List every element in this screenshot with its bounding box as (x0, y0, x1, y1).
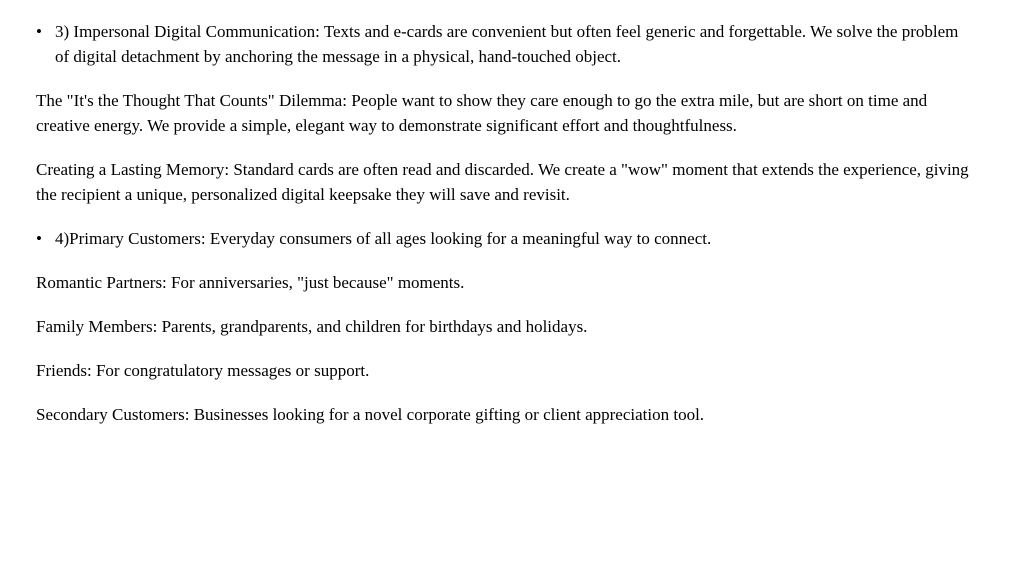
paragraph-thought-that-counts: The "It's the Thought That Counts" Dilemma: People want to show they care enough to go the extra mile, but are short on time and creative energy. We provide a simple, elegant way to demonstrate significant effort and thoughtfulness. (36, 91, 928, 135)
paragraph-romantic-partners: Romantic Partners: For anniversaries, "just because" moments. (36, 273, 465, 292)
paragraph-family-members: Family Members: Parents, grandparents, and children for birthdays and holidays. (36, 317, 588, 336)
paragraph-secondary-customers: Secondary Customers: Businesses looking for a novel corporate gifting or client appreciation tool. (36, 405, 705, 424)
paragraph-friends: Friends: For congratulatory messages or support. (36, 361, 370, 380)
bullet-paragraph-impersonal-communication (36, 19, 976, 69)
paragraph-lasting-memory: Creating a Lasting Memory: Standard cards are often read and discarded. We create a "wow" moment that extends the experience, giving the recipient a unique, personalized digital keepsake they will save and revisit. (36, 160, 969, 204)
bullet-icon: • (36, 229, 42, 248)
bullet-paragraph-primary-customers (36, 226, 976, 251)
paragraph-text: 4)Primary Customers: Everyday consumers of all ages looking for a meaningful way to connect. (55, 229, 712, 248)
slide-body (36, 19, 976, 446)
paragraph-text: 3) Impersonal Digital Communication: Texts and e-cards are convenient but often feel generic and forgettable. We solve the problem of digital detachment by anchoring the message in a physical, hand-touched object. (55, 22, 959, 66)
bullet-icon: • (36, 22, 42, 41)
